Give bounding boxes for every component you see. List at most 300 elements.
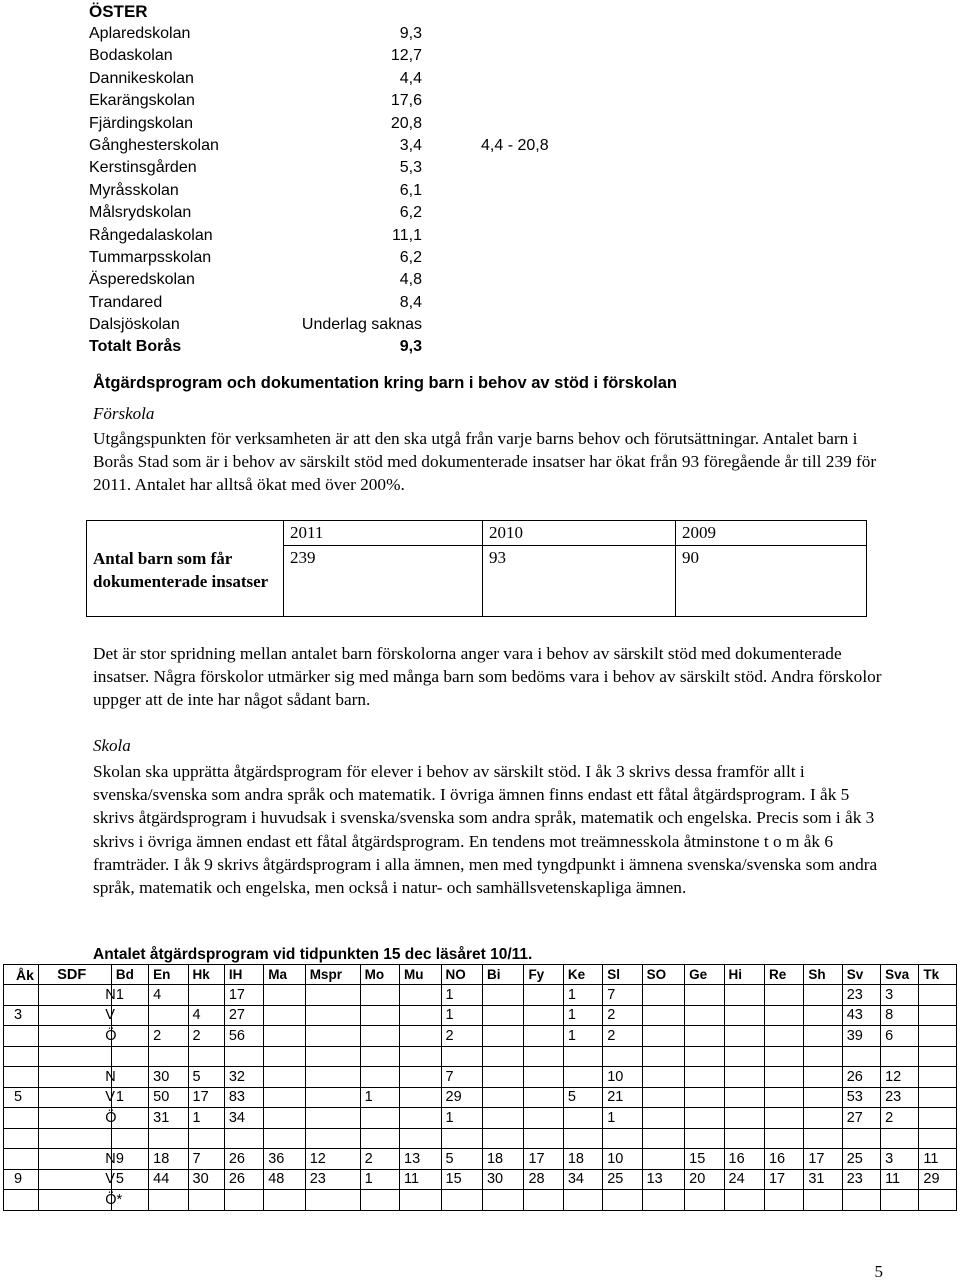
table-cell: [724, 1005, 764, 1026]
table-cell: [188, 1190, 224, 1211]
table-cell: [482, 985, 523, 1006]
paragraph-spridning: Det är stor spridning mellan antalet barn förskolorna anger vara i behov av särskilt stöd med dokumenterade insatser. Några förskolor utmärker sig med många barn som bedöms vara i behov av särskilt stöd. Andra förskolor uppger att de inte har något sådant barn.: [93, 644, 882, 710]
table-cell: 25: [842, 1149, 880, 1170]
paragraph-skola: Skolan ska upprätta åtgärdsprogram för elever i behov av särskilt stöd. I åk 3 skrivs dessa framför allt i svenska/svenska som andra språk och matematik. I övriga ämnen finns endast ett fåtal åtgärdsprogram. I åk 5 skrivs åtgärdsprogram i huvudsak i svenska/svenska som andra språk, matematik och engelska. Precis som i åk 3 skrivs i övriga ämnen endast ett fåtal åtgärdsprogram. En tendens mot treämnesskola åtminstone t o m åk 6 framträder. I åk 9 skrivs åtgärdsprogram i alla ämnen, men med tyngdpunkt i ämnena svenska/svenska som andra språk, matematik och engelska, men också i natur- och samhällsvetenskapliga ämnen.: [93, 762, 878, 898]
table-cell: [804, 1005, 842, 1026]
table-cell: [524, 1087, 563, 1108]
school-name: Totalt Borås: [89, 338, 182, 356]
table-cell: [305, 1005, 360, 1026]
year-cell: 2009: [676, 521, 867, 546]
school-name: Dalsjöskolan: [89, 316, 180, 334]
table-cell: [804, 1026, 842, 1047]
column-header: Åk: [4, 965, 39, 985]
table-cell: 1: [111, 985, 148, 1006]
school-name: Gånghesterskolan: [89, 136, 219, 154]
table-cell: [39, 1128, 112, 1149]
table-cell: [919, 1108, 957, 1129]
year-cell: 2010: [483, 521, 676, 546]
table-cell: [305, 1108, 360, 1129]
table-cell: [919, 985, 957, 1006]
table-cell: [360, 1108, 399, 1129]
table-cell: [264, 1026, 305, 1047]
table-cell: [305, 1128, 360, 1149]
table-cell: [482, 1046, 523, 1067]
table-cell: [4, 1067, 39, 1088]
table-cell: [264, 1067, 305, 1088]
table-cell: 1: [441, 1005, 482, 1026]
table-cell: 17: [764, 1169, 803, 1190]
table-cell: 25: [603, 1169, 642, 1190]
table-cell: [360, 1190, 399, 1211]
table-cell: [111, 1067, 148, 1088]
school-value: 6,2: [399, 204, 422, 222]
table-cell: [524, 1046, 563, 1067]
table-cell: V: [39, 1169, 112, 1190]
table-cell: 5: [441, 1149, 482, 1170]
table-cell: 12: [305, 1149, 360, 1170]
table-cell: 12: [881, 1067, 919, 1088]
list-title: ÖSTER: [89, 2, 148, 21]
table-cell: [524, 1005, 563, 1026]
table-cell: [881, 1128, 919, 1149]
school-name: Dannikeskolan: [89, 69, 194, 87]
table-cell: [524, 1067, 563, 1088]
school-value: 20,8: [390, 114, 422, 132]
value-cell: 93: [483, 546, 676, 617]
school-name: Tummarpsskolan: [89, 248, 212, 266]
table-cell: [804, 1087, 842, 1108]
column-header: SO: [642, 965, 685, 985]
table-cell: [524, 1190, 563, 1211]
table-cell: [642, 1046, 685, 1067]
table-cell: 53: [842, 1087, 880, 1108]
table-cell: 6: [881, 1026, 919, 1047]
table-cell: [563, 1046, 602, 1067]
table-cell: 18: [482, 1149, 523, 1170]
table-cell: [919, 1005, 957, 1026]
school-value: 3,4: [399, 136, 422, 154]
table-cell: [842, 1128, 880, 1149]
table-cell: [685, 1190, 724, 1211]
school-value: 6,2: [399, 248, 422, 266]
table-row: [4, 1128, 957, 1149]
table-cell: [360, 1026, 399, 1047]
table-cell: [603, 1190, 642, 1211]
column-header: SDF: [39, 965, 112, 985]
table-cell: [188, 985, 224, 1006]
table-cell: N: [39, 985, 112, 1006]
value-cell: 239: [284, 546, 483, 617]
column-header: Fy: [524, 965, 563, 985]
column-header: Ge: [685, 965, 724, 985]
table-cell: [149, 1128, 188, 1149]
table-cell: [764, 1026, 803, 1047]
table-cell: [149, 1046, 188, 1067]
table-row: [4, 1087, 957, 1108]
column-header: Bd: [111, 965, 148, 985]
table-cell: Ö: [39, 1108, 112, 1129]
subheading-forskola: Förskola: [93, 404, 155, 423]
table-cell: 17: [224, 985, 263, 1006]
table-cell: [842, 1046, 880, 1067]
table-cell: 18: [563, 1149, 602, 1170]
table-cell: [224, 1128, 263, 1149]
table-cell: 5: [563, 1087, 602, 1108]
table-cell: 31: [804, 1169, 842, 1190]
table-cell: 29: [919, 1169, 957, 1190]
table-cell: 4: [188, 1005, 224, 1026]
page-number: 5: [874, 1262, 883, 1281]
table-cell: 17: [804, 1149, 842, 1170]
school-name: Myråsskolan: [89, 181, 179, 199]
school-name: Trandared: [89, 293, 163, 311]
table-cell: 15: [685, 1149, 724, 1170]
table-cell: [804, 1128, 842, 1149]
table-cell: V: [39, 1005, 112, 1026]
table-cell: [804, 985, 842, 1006]
table-cell: 1: [563, 1005, 602, 1026]
table-row: [4, 1108, 957, 1129]
table-cell: [685, 1026, 724, 1047]
table-row: [4, 985, 957, 1006]
table-cell: [305, 1190, 360, 1211]
table-cell: [642, 985, 685, 1006]
table-cell: 9: [4, 1169, 39, 1190]
value-cell: 90: [676, 546, 867, 617]
table-cell: [685, 1005, 724, 1026]
table-cell: [563, 1190, 602, 1211]
table-cell: [305, 1067, 360, 1088]
table-cell: [724, 1087, 764, 1108]
table-cell: [4, 1026, 39, 1047]
table-row: [4, 1026, 957, 1047]
column-header: En: [149, 965, 188, 985]
school-name: Äsperedskolan: [89, 271, 195, 289]
column-header: Ma: [264, 965, 305, 985]
table-cell: [400, 985, 441, 1006]
table-cell: [264, 1108, 305, 1129]
table-cell: [441, 1046, 482, 1067]
table-cell: [149, 1005, 188, 1026]
table-row: [4, 1005, 957, 1026]
table-cell: [563, 1128, 602, 1149]
list-item: [89, 113, 609, 135]
section-heading: Åtgärdsprogram och dokumentation kring barn i behov av stöd i förskolan: [93, 374, 677, 392]
table-cell: [685, 1046, 724, 1067]
table-row: [4, 1190, 957, 1211]
table-cell: [400, 1067, 441, 1088]
table-cell: [685, 1108, 724, 1129]
table-cell: 23: [842, 1169, 880, 1190]
table-cell: 23: [881, 1087, 919, 1108]
school-value: Underlag saknas: [301, 316, 422, 334]
table-cell: [724, 1108, 764, 1129]
list-item: [89, 90, 609, 112]
table-cell: [111, 1128, 148, 1149]
table-cell: [919, 1026, 957, 1047]
table-cell: [264, 985, 305, 1006]
count-table-label: Antal barn som får dokumenterade insatser: [87, 521, 284, 617]
table-cell: 39: [842, 1026, 880, 1047]
table-cell: 31: [149, 1108, 188, 1129]
table-cell: [642, 1005, 685, 1026]
school-value: 9,3: [399, 25, 422, 42]
table-cell: 11: [400, 1169, 441, 1190]
table-cell: [264, 1128, 305, 1149]
table-row: [4, 1046, 957, 1067]
table-cell: 83: [224, 1087, 263, 1108]
table-cell: 10: [603, 1149, 642, 1170]
table-cell: 26: [224, 1149, 263, 1170]
list-item: [89, 225, 609, 247]
list-item: [89, 202, 609, 224]
table-cell: [482, 1026, 523, 1047]
table-cell: [563, 1067, 602, 1088]
table-cell: 2: [149, 1026, 188, 1047]
school-name: Bodaskolan: [89, 47, 173, 65]
table-cell: [111, 1046, 148, 1067]
table-cell: 8: [881, 1005, 919, 1026]
table-cell: [764, 985, 803, 1006]
column-header: Sv: [842, 965, 880, 985]
atg-table-title: Antalet åtgärdsprogram vid tidpunkten 15 dec läsåret 10/11.: [93, 946, 533, 963]
table-cell: 23: [842, 985, 880, 1006]
column-header: Sva: [881, 965, 919, 985]
table-cell: [524, 1108, 563, 1129]
table-cell: 1: [111, 1087, 148, 1108]
table-cell: 50: [149, 1087, 188, 1108]
table-cell: [4, 1046, 39, 1067]
table-cell: [685, 985, 724, 1006]
table-cell: 3: [881, 985, 919, 1006]
table-cell: 26: [842, 1067, 880, 1088]
table-cell: 15: [441, 1169, 482, 1190]
table-row: [4, 1169, 957, 1190]
table-cell: [764, 1190, 803, 1211]
table-cell: [642, 1190, 685, 1211]
school-value: 8,4: [399, 293, 422, 311]
table-cell: [642, 1026, 685, 1047]
column-header: Sl: [603, 965, 642, 985]
table-cell: [642, 1067, 685, 1088]
table-cell: N: [39, 1067, 112, 1088]
table-cell: [724, 1046, 764, 1067]
table-cell: [919, 1128, 957, 1149]
table-cell: 1: [360, 1169, 399, 1190]
table-cell: [188, 1046, 224, 1067]
column-header: NO: [441, 965, 482, 985]
table-cell: [804, 1046, 842, 1067]
table-cell: [264, 1046, 305, 1067]
list-rows: [89, 23, 609, 359]
list-item: [89, 135, 609, 157]
table-cell: [305, 1026, 360, 1047]
table-cell: [685, 1067, 724, 1088]
table-cell: 11: [881, 1169, 919, 1190]
list-item: [89, 45, 609, 67]
table-cell: [919, 1087, 957, 1108]
table-cell: 17: [524, 1149, 563, 1170]
table-cell: [919, 1190, 957, 1211]
table-row: [4, 1067, 957, 1088]
table-cell: [4, 1149, 39, 1170]
list-item: [89, 157, 609, 179]
table-cell: [764, 1087, 803, 1108]
table-cell: [482, 1128, 523, 1149]
table-cell: [188, 1128, 224, 1149]
table-cell: [400, 1108, 441, 1129]
list-item: [89, 180, 609, 202]
column-header: Mu: [400, 965, 441, 985]
table-cell: [804, 1108, 842, 1129]
table-cell: 23: [305, 1169, 360, 1190]
list-item: [89, 314, 609, 336]
table-cell: [764, 1067, 803, 1088]
school-name: Rångedalaskolan: [89, 226, 213, 244]
table-cell: 16: [724, 1149, 764, 1170]
list-item: [89, 336, 609, 358]
table-cell: [360, 985, 399, 1006]
range-value: 4,4 - 20,8: [481, 136, 549, 154]
table-cell: [724, 1128, 764, 1149]
school-name: Kerstinsgården: [89, 159, 197, 177]
school-value: 11,1: [392, 226, 422, 244]
table-cell: 48: [264, 1169, 305, 1190]
school-name: Aplaredskolan: [89, 25, 191, 42]
table-cell: 24: [724, 1169, 764, 1190]
school-value: 4,4: [399, 69, 422, 87]
table-row: [4, 1149, 957, 1170]
table-cell: [603, 1128, 642, 1149]
table-cell: 16: [764, 1149, 803, 1170]
table-cell: 34: [563, 1169, 602, 1190]
school-value: 17,6: [390, 92, 422, 110]
table-cell: N: [39, 1149, 112, 1170]
table-cell: [764, 1108, 803, 1129]
table-cell: [400, 1087, 441, 1108]
school-value: 12,7: [390, 47, 422, 65]
table-cell: 9: [111, 1149, 148, 1170]
school-name: Målsrydskolan: [89, 204, 192, 222]
table-cell: 1: [563, 1026, 602, 1047]
table-cell: [764, 1046, 803, 1067]
table-cell: [685, 1128, 724, 1149]
table-cell: 10: [603, 1067, 642, 1088]
table-cell: [842, 1190, 880, 1211]
table-cell: 18: [149, 1149, 188, 1170]
list-item: [89, 247, 609, 269]
table-cell: [724, 1190, 764, 1211]
table-cell: [919, 1067, 957, 1088]
table-cell: 2: [360, 1149, 399, 1170]
school-name: Ekarängskolan: [89, 92, 195, 110]
table-cell: [400, 1046, 441, 1067]
table-cell: [441, 1190, 482, 1211]
table-cell: 5: [188, 1067, 224, 1088]
table-cell: 3: [881, 1149, 919, 1170]
table-cell: 11: [919, 1149, 957, 1170]
table-cell: [441, 1128, 482, 1149]
table-cell: [400, 1190, 441, 1211]
table-cell: 44: [149, 1169, 188, 1190]
table-cell: 5: [111, 1169, 148, 1190]
table-cell: [264, 1005, 305, 1026]
table-cell: [305, 985, 360, 1006]
column-header: Hi: [724, 965, 764, 985]
table-cell: 7: [188, 1149, 224, 1170]
table-cell: 2: [881, 1108, 919, 1129]
table-cell: [482, 1190, 523, 1211]
table-cell: 30: [482, 1169, 523, 1190]
table-cell: [642, 1149, 685, 1170]
table-cell: 34: [224, 1108, 263, 1129]
school-value: 6,1: [399, 181, 422, 199]
table-cell: 32: [224, 1067, 263, 1088]
column-header: Re: [764, 965, 803, 985]
table-cell: 2: [603, 1026, 642, 1047]
atg-table-body: [4, 985, 957, 1211]
table-cell: [919, 1046, 957, 1067]
table-cell: [764, 1128, 803, 1149]
column-header: Ke: [563, 965, 602, 985]
column-header: Tk: [919, 965, 957, 985]
table-cell: [603, 1046, 642, 1067]
table-cell: 17: [188, 1087, 224, 1108]
paragraph-forskola: Utgångspunkten för verksamheten är att den ska utgå från varje barns behov och förutsättningar. Antalet barn i Borås Stad som är i behov av särskilt stöd med dokumenterade insatser har ökat från 93 föregående år till 239 för 2011. Antalet har alltså ökat med över 200%.: [93, 429, 877, 495]
table-cell: [360, 1005, 399, 1026]
table-cell: 2: [188, 1026, 224, 1047]
table-cell: 7: [441, 1067, 482, 1088]
table-cell: [264, 1190, 305, 1211]
table-cell: [4, 1108, 39, 1129]
table-cell: 1: [441, 1108, 482, 1129]
table-cell: 30: [149, 1067, 188, 1088]
table-cell: 43: [842, 1005, 880, 1026]
table-cell: [764, 1005, 803, 1026]
table-cell: 2: [603, 1005, 642, 1026]
table-cell: [881, 1190, 919, 1211]
table-cell: 7: [603, 985, 642, 1006]
school-value: 5,3: [399, 159, 422, 177]
table-cell: 28: [524, 1169, 563, 1190]
table-cell: [305, 1087, 360, 1108]
table-cell: [642, 1087, 685, 1108]
column-header: Bi: [482, 965, 523, 985]
table-cell: [642, 1128, 685, 1149]
table-cell: [482, 1108, 523, 1129]
table-cell: 5: [4, 1087, 39, 1108]
table-cell: [482, 1067, 523, 1088]
table-cell: [724, 1026, 764, 1047]
table-cell: [4, 1190, 39, 1211]
list-item: [89, 68, 609, 90]
table-cell: 1: [563, 985, 602, 1006]
table-cell: 3: [4, 1005, 39, 1026]
table-cell: 2: [441, 1026, 482, 1047]
column-header: Mspr: [305, 965, 360, 985]
column-header: Mo: [360, 965, 399, 985]
list-item: [89, 292, 609, 314]
table-cell: [881, 1046, 919, 1067]
table-cell: 27: [842, 1108, 880, 1129]
column-header: Sh: [804, 965, 842, 985]
count-table: [86, 520, 867, 617]
table-cell: 1: [603, 1108, 642, 1129]
table-cell: 30: [188, 1169, 224, 1190]
table-cell: 1: [441, 985, 482, 1006]
table-cell: [685, 1087, 724, 1108]
table-cell: [224, 1190, 263, 1211]
